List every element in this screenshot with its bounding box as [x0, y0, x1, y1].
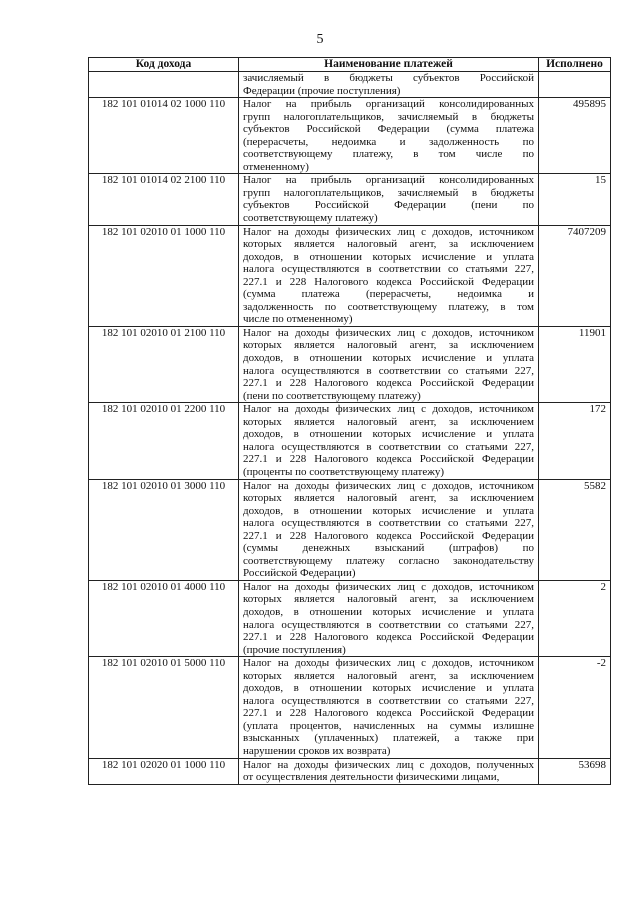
payment-name-line: Налог на доходы физических лиц с доходов, источником	[243, 403, 534, 416]
payment-name-line: субъектов Российской Федерации (пени по	[243, 199, 534, 212]
table-header-row	[89, 58, 611, 72]
table-row	[89, 758, 611, 784]
header-code: Код дохода	[89, 58, 239, 72]
income-code: 182 101 01014 02 2100 110	[89, 174, 239, 225]
payment-name-line: 227.1 и 228 Налогового кодекса Российской Федерации	[243, 377, 534, 390]
payment-name	[239, 657, 539, 758]
income-code: 182 101 02010 01 3000 110	[89, 479, 239, 580]
payment-name-line: соответствующему платежу согласно законодательству	[243, 554, 534, 567]
payment-name-line: 227.1 и 228 Налогового кодекса Российской Федерации	[243, 631, 534, 644]
payment-name	[239, 72, 539, 98]
payment-name	[239, 98, 539, 174]
payment-name-line: доходов, в отношении которых исчисление и уплата	[243, 428, 534, 441]
payment-name-line: отмененному)	[243, 160, 309, 173]
header-amount: Исполнено	[539, 58, 611, 72]
payment-name-line: налога осуществляются в соответствии со статьями 227,	[243, 694, 534, 707]
payment-name-line: Налог на доходы физических лиц с доходов, источником	[243, 326, 534, 339]
payment-name	[239, 225, 539, 326]
table-row	[89, 580, 611, 656]
executed-amount: 495895	[539, 98, 611, 174]
payment-name-line: соответствующему платежу, в том числе по	[243, 148, 534, 161]
header-name: Наименование платежей	[239, 58, 539, 72]
payment-name-line: (уплата процентов, начисленных на суммы излишне	[243, 719, 534, 732]
payment-name-line: субъектов Российской Федерации (сумма платежа	[243, 123, 534, 136]
income-code: 182 101 02010 01 4000 110	[89, 580, 239, 656]
executed-amount: 53698	[539, 758, 611, 784]
payment-name-line: Налог на доходы физических лиц с доходов, источником	[243, 580, 534, 593]
payment-name	[239, 580, 539, 656]
payment-name-line: которых является налоговый агент, за исключением	[243, 492, 534, 505]
executed-amount: 15	[539, 174, 611, 225]
payment-name-line: налога осуществляются в соответствии со статьями 227,	[243, 364, 534, 377]
payment-name-line: которых является налоговый агент, за исключением	[243, 339, 534, 352]
payment-name-line: Налог на доходы физических лиц с доходов, источником	[243, 657, 534, 670]
executed-amount: 172	[539, 403, 611, 479]
payment-name-line: числе по отмененному)	[243, 313, 353, 326]
payment-name-line: доходов, в отношении которых исчисление и уплата	[243, 250, 534, 263]
table-row	[89, 225, 611, 326]
payment-name	[239, 758, 539, 784]
payment-name-line: нарушении сроков их возврата)	[243, 744, 391, 757]
payment-name-line: Налог на прибыль организаций консолидированных	[243, 174, 534, 187]
page-number: 5	[316, 32, 324, 47]
table-row	[89, 326, 611, 402]
executed-amount: 2	[539, 580, 611, 656]
payment-name-line: Налог на доходы физических лиц с доходов, источником	[243, 225, 534, 238]
payment-name	[239, 174, 539, 225]
payment-name-line: которых является налоговый агент, за исключением	[243, 238, 534, 251]
income-code: 182 101 02020 01 1000 110	[89, 758, 239, 784]
payment-name-line: 227.1 и 228 Налогового кодекса Российской Федерации	[243, 453, 534, 466]
payment-name-line: налога осуществляются в соответствии со статьями 227,	[243, 440, 534, 453]
payment-name-line: 227.1 и 228 Налогового кодекса Российской Федерации	[243, 707, 534, 720]
payment-name-line: которых является налоговый агент, за исключением	[243, 593, 534, 606]
table-row	[89, 479, 611, 580]
payment-name-line: соответствующему платежу)	[243, 212, 378, 225]
income-code: 182 101 02010 01 1000 110	[89, 225, 239, 326]
table-row	[89, 657, 611, 758]
payment-name-line: налога осуществляются в соответствии со статьями 227,	[243, 517, 534, 530]
table-body	[89, 72, 611, 785]
payment-name-line: (проценты по соответствующему платежу)	[243, 465, 445, 478]
revenue-table	[88, 57, 611, 785]
payment-name	[239, 403, 539, 479]
payment-name-line: (сумма платежа (перерасчеты, недоимка и	[243, 288, 534, 301]
payment-name-line: Федерации (прочие поступления)	[243, 84, 401, 97]
table-row	[89, 174, 611, 225]
payment-name-line: групп налогоплательщиков, зачисляемый в бюджеты	[243, 110, 534, 123]
payment-name-line: доходов, в отношении которых исчисление и уплата	[243, 504, 534, 517]
payment-name-line: Налог на доходы физических лиц с доходов, полученных	[243, 758, 534, 771]
payment-name-line: 227.1 и 228 Налогового кодекса Российской Федерации	[243, 529, 534, 542]
table-row	[89, 403, 611, 479]
payment-name-line: (пени по соответствующему платежу)	[243, 389, 421, 402]
table-row	[89, 72, 611, 98]
payment-name-line: Российской Федерации)	[243, 567, 356, 580]
payment-name	[239, 479, 539, 580]
payment-name-line: (перерасчеты, недоимка и задолженность по	[243, 135, 534, 148]
executed-amount	[539, 72, 611, 98]
payment-name-line: доходов, в отношении которых исчисление и уплата	[243, 682, 534, 695]
payment-name-line: от осуществления деятельности физическими лицами,	[243, 771, 500, 784]
executed-amount: 7407209	[539, 225, 611, 326]
payment-name-line: доходов, в отношении которых исчисление и уплата	[243, 605, 534, 618]
payment-name-line: 227.1 и 228 Налогового кодекса Российской Федерации	[243, 275, 534, 288]
executed-amount: 11901	[539, 326, 611, 402]
payment-name-line: взысканных (уплаченных) платежей, а также при	[243, 732, 534, 745]
payment-name-line: Налог на прибыль организаций консолидированных	[243, 98, 534, 111]
payment-name-line: которых является налоговый агент, за исключением	[243, 415, 534, 428]
executed-amount: -2	[539, 657, 611, 758]
payment-name-line: задолженность по соответствующему платежу, в том	[243, 300, 534, 313]
payment-name-line: Налог на доходы физических лиц с доходов, источником	[243, 479, 534, 492]
income-code: 182 101 02010 01 2200 110	[89, 403, 239, 479]
payment-name-line: доходов, в отношении которых исчисление и уплата	[243, 352, 534, 365]
payment-name-line: групп налогоплательщиков, зачисляемый в бюджеты	[243, 186, 534, 199]
table-row	[89, 98, 611, 174]
payment-name-line: которых является налоговый агент, за исключением	[243, 669, 534, 682]
payment-name-line: налога осуществляются в соответствии со статьями 227,	[243, 263, 534, 276]
income-code: 182 101 02010 01 5000 110	[89, 657, 239, 758]
income-code: 182 101 01014 02 1000 110	[89, 98, 239, 174]
executed-amount: 5582	[539, 479, 611, 580]
payment-name	[239, 326, 539, 402]
income-code: 182 101 02010 01 2100 110	[89, 326, 239, 402]
payment-name-line: налога осуществляются в соответствии со статьями 227,	[243, 618, 534, 631]
payment-name-line: (суммы денежных взысканий (штрафов) по	[243, 542, 534, 555]
income-code	[89, 72, 239, 98]
payment-name-line: зачисляемый в бюджеты субъектов Российской	[243, 72, 534, 84]
payment-name-line: (прочие поступления)	[243, 643, 346, 656]
